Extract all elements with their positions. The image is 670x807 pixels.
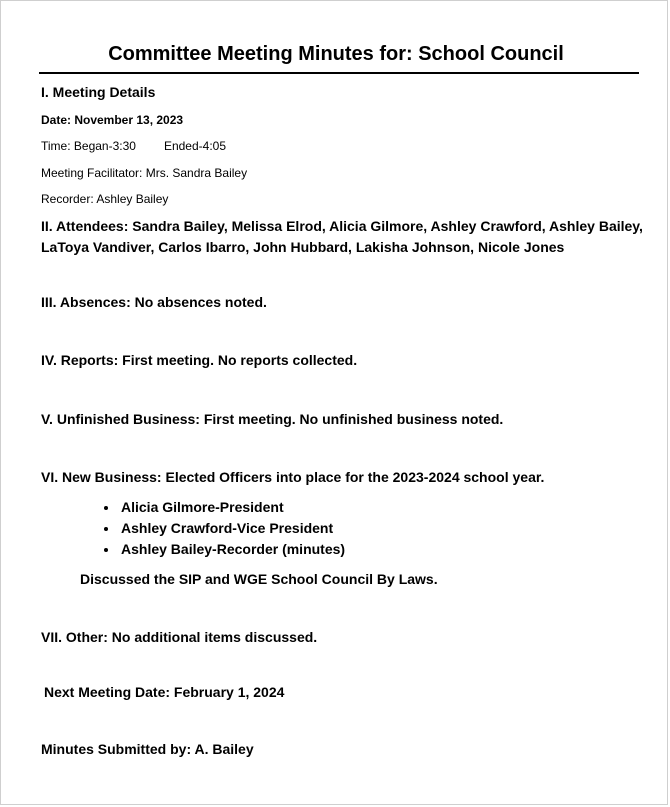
meeting-time [41,139,226,153]
time-ended: Ended-4:05 [163,139,227,153]
new-business-heading: VI. New Business: Elected Officers into place for the 2023-2024 school year. [41,469,545,485]
officers-list [101,497,345,560]
time-began: Time: Began-3:30 [41,139,136,153]
list-item: • Ashley Bailey-Recorder (minutes) [119,539,345,560]
meeting-date: Date: November 13, 2023 [41,113,184,127]
reports-section: IV. Reports: First meeting. No reports collected. [41,352,358,368]
meeting-facilitator: Meeting Facilitator: Mrs. Sandra Bailey [41,166,248,180]
discussed-note: Discussed the SIP and WGE School Council By Laws. [80,571,438,587]
document-title: Committee Meeting Minutes for: School Council [108,43,564,65]
attendees-line-1: II. Attendees: Sandra Bailey, Melissa Elrod, Alicia Gilmore, Ashley Crawford, Ashley Bailey, [41,218,643,234]
other-section: VII. Other: No additional items discussed. [41,629,318,645]
meeting-details-heading: I. Meeting Details [41,84,156,100]
next-meeting-date: Next Meeting Date: February 1, 2024 [44,684,285,700]
meeting-recorder: Recorder: Ashley Bailey [41,192,169,206]
attendees-line-2: LaToya Vandiver, Carlos Ibarro, John Hubbard, Lakisha Johnson, Nicole Jones [41,239,565,255]
list-item: • Alicia Gilmore-President [119,497,345,518]
unfinished-business-section: V. Unfinished Business: First meeting. No unfinished business noted. [41,411,504,427]
minutes-submitted-by: Minutes Submitted by: A. Bailey [41,741,254,757]
list-item: • Ashley Crawford-Vice President [119,518,345,539]
absences-section: III. Absences: No absences noted. [41,294,267,310]
title-underline [39,72,639,74]
